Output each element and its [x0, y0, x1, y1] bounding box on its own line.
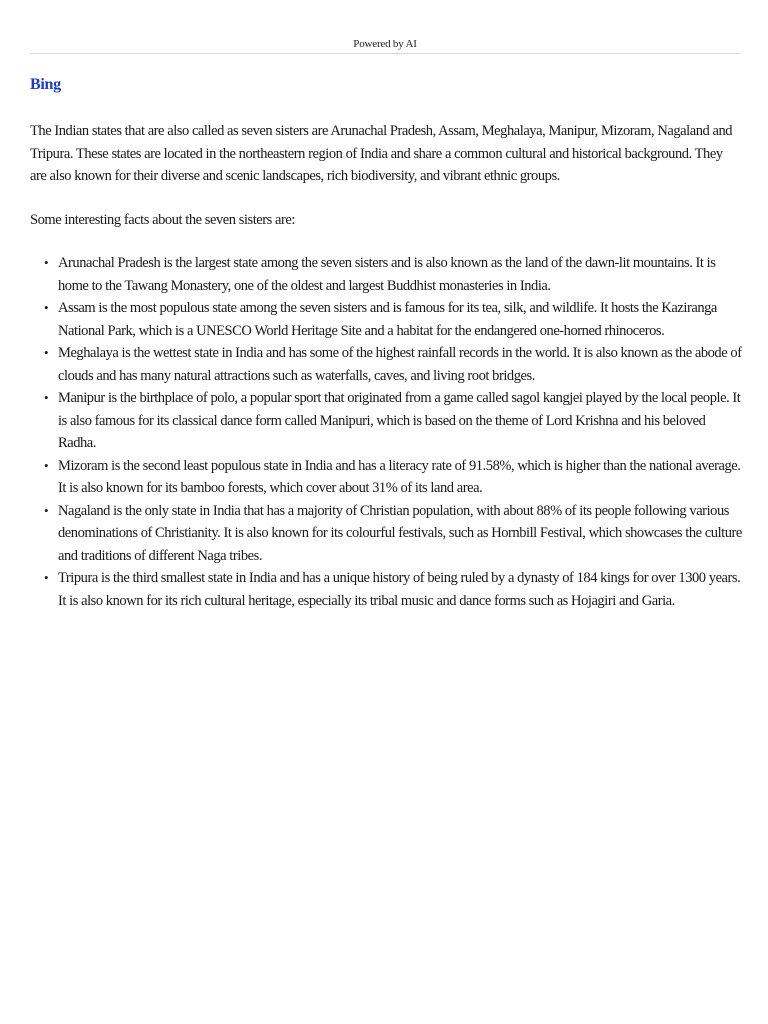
- list-item-text: Arunachal Pradesh is the largest state among the seven sisters and is also known as the land of the dawn-lit mountains. It is home to the Tawang Monastery, one of the oldest and largest Buddhist monasteries in India.: [58, 255, 716, 294]
- page-header: [30, 0, 740, 54]
- source-title: Bing: [30, 76, 61, 93]
- list-item-text: Assam is the most populous state among the seven sisters and is famous for its tea, silk, and wildlife. It hosts the Kaziranga National Park, which is a UNESCO World Heritage Site and a habitat for the endangered one-horned rhinoceros.: [58, 300, 717, 339]
- list-item: [44, 342, 742, 387]
- list-item-text: Manipur is the birthplace of polo, a popular sport that originated from a game called sagol kangjei played by the local people. It is also famous for its classical dance form called Manipuri, which is based on the theme of Lord Krishna and his beloved Radha.: [58, 390, 741, 451]
- list-item-text: Nagaland is the only state in India that has a majority of Christian population, with about 88% of its people following various denominations of Christianity. It is also known for its colourful festivals, such as Hornbill Festival, which showcases the culture and traditions of different Naga tribes.: [58, 502, 742, 564]
- facts-heading: Some interesting facts about the seven sisters are:: [30, 211, 295, 228]
- list-item-text: Mizoram is the second least populous state in India and has a literacy rate of 91.58%, which is higher than the national average. It is also known for its bamboo forests, which cover about 31% of its land area.: [58, 457, 741, 496]
- answer-content: [30, 76, 742, 612]
- bullet-icon: •: [44, 570, 49, 585]
- list-item: [44, 252, 742, 297]
- bullet-icon: •: [44, 255, 49, 270]
- bullet-icon: •: [44, 457, 49, 473]
- powered-by-label: Powered by AI: [353, 38, 417, 50]
- list-item: [44, 387, 742, 455]
- list-item-text: Tripura is the third smallest state in India and has a unique history of being ruled by a dynasty of 184 kings for over 1300 years. It is also known for its rich cultural heritage, especially its tribal music and dance forms such as Hojagiri and Garia.: [58, 570, 741, 609]
- list-item: [44, 500, 742, 568]
- facts-list: [30, 252, 742, 612]
- list-item-text: Meghalaya is the wettest state in India and has some of the highest rainfall records in the world. It is also known as the abode of clouds and has many natural attractions such as waterfalls, caves, and living root bridges.: [58, 345, 742, 384]
- bullet-icon: •: [44, 345, 49, 360]
- bullet-icon: •: [44, 300, 49, 315]
- list-item: [44, 567, 742, 612]
- intro-paragraph: The Indian states that are also called as seven sisters are Arunachal Pradesh, Assam, Meghalaya, Manipur, Mizoram, Nagaland and Tripura. These states are located in the northeastern region of India and share a common cultural and historical background. They are also known for their diverse and scenic landscapes, rich biodiversity, and vibrant ethnic groups.: [30, 123, 733, 184]
- bullet-icon: •: [44, 502, 49, 518]
- list-item: [44, 297, 742, 342]
- bullet-icon: •: [44, 390, 49, 405]
- list-item: [44, 455, 742, 500]
